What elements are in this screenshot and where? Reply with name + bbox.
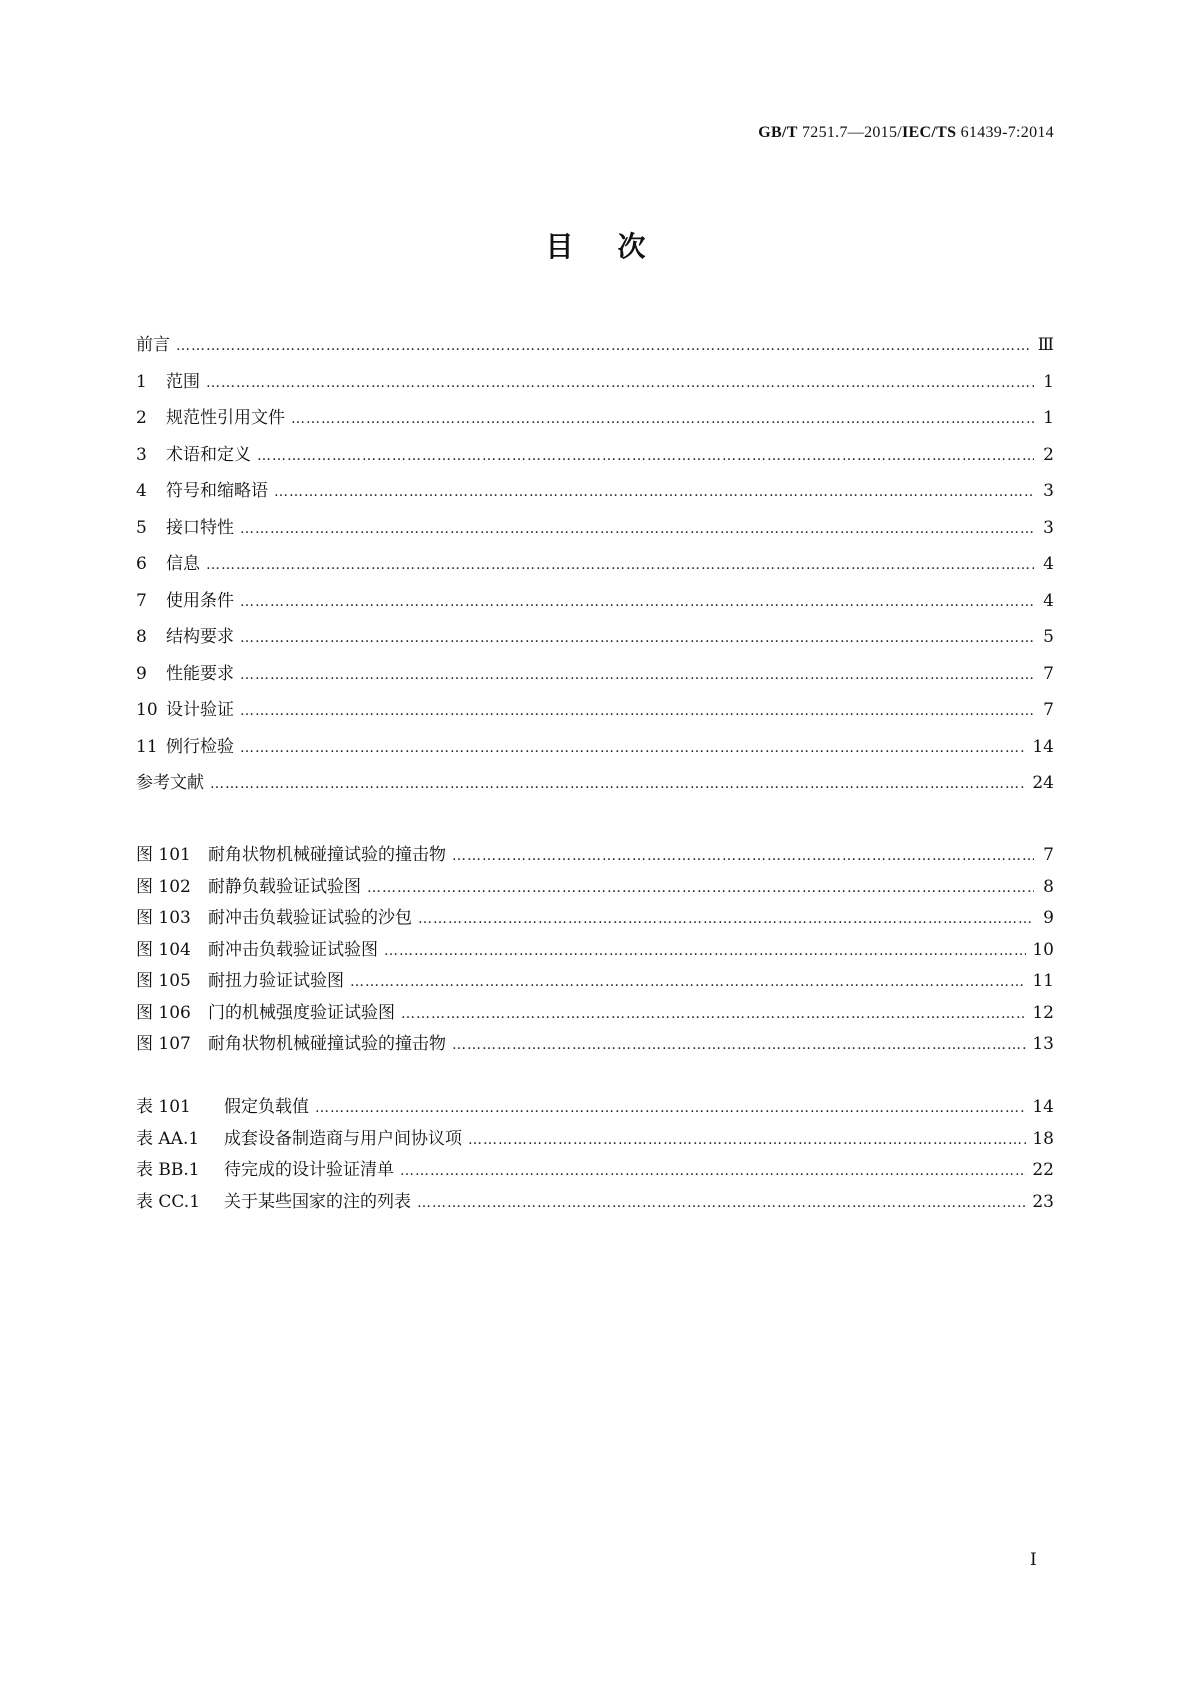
toc-entry-page: 14 xyxy=(1032,736,1054,757)
toc-entry[interactable] xyxy=(136,586,1054,623)
toc-entry-label: 耐冲击负载验证试验的沙包 xyxy=(208,908,412,928)
toc-entry-number: 4 xyxy=(136,481,147,501)
leader-dots xyxy=(418,911,1034,927)
toc-entry[interactable] xyxy=(136,768,1054,805)
toc-entry-title xyxy=(136,1092,309,1117)
toc-entry[interactable] xyxy=(136,440,1054,477)
toc-entry[interactable] xyxy=(136,966,1054,998)
toc-entry-label: 成套设备制造商与用户间协议项 xyxy=(224,1128,462,1149)
toc-entry-title xyxy=(136,586,234,611)
toc-entry-title xyxy=(136,513,234,538)
leader-dots xyxy=(401,1006,1026,1022)
leader-dots xyxy=(315,1100,1026,1116)
leader-dots xyxy=(240,740,1026,756)
toc-entry-page: 7 xyxy=(1043,663,1054,684)
toc-entry[interactable] xyxy=(136,513,1054,550)
toc-entry-label: 参考文献 xyxy=(136,773,204,793)
leader-dots xyxy=(240,594,1034,610)
toc-entry-number: 表 AA.1 xyxy=(136,1128,200,1149)
toc-entry-title xyxy=(136,1155,394,1180)
leader-dots xyxy=(210,776,1026,792)
toc-entry-number: 图 101 xyxy=(136,845,191,865)
toc-entry-title xyxy=(136,695,234,720)
toc-entry-page: 2 xyxy=(1043,444,1054,465)
toc-entry-page: 11 xyxy=(1032,971,1054,991)
toc-entry-page: Ⅲ xyxy=(1037,335,1054,355)
toc-entry-number: 图 102 xyxy=(136,876,191,897)
leader-dots xyxy=(417,1195,1026,1211)
leader-dots xyxy=(257,448,1034,464)
leader-dots xyxy=(240,521,1034,537)
toc-entry-label: 性能要求 xyxy=(166,663,234,684)
toc-entry-title xyxy=(136,622,234,647)
toc-entry-title xyxy=(136,549,200,574)
toc-entry[interactable] xyxy=(136,935,1054,967)
toc-entry-label: 信息 xyxy=(166,554,200,574)
leader-dots xyxy=(240,630,1034,646)
toc-entry-title xyxy=(136,998,395,1023)
toc-entry-number: 表 BB.1 xyxy=(136,1160,200,1180)
toc-entry[interactable] xyxy=(136,622,1054,659)
toc-entry-title xyxy=(136,872,361,897)
toc-entry-page: 8 xyxy=(1043,876,1054,897)
toc-entry[interactable] xyxy=(136,998,1054,1030)
toc-entry-title xyxy=(136,1187,411,1212)
toc-entry-title xyxy=(136,1124,462,1149)
toc-entry-label: 符号和缩略语 xyxy=(166,481,268,501)
leader-dots xyxy=(176,338,1032,354)
toc-entry-page: 9 xyxy=(1043,908,1054,928)
toc-entry-page: 1 xyxy=(1043,408,1054,428)
leader-dots xyxy=(452,1037,1026,1053)
leader-dots xyxy=(206,557,1034,573)
toc-entry-number: 8 xyxy=(136,627,147,647)
toc-entry-number: 图 105 xyxy=(136,971,191,991)
toc-entry-number: 5 xyxy=(136,517,147,538)
toc-entry-number: 11 xyxy=(136,736,158,757)
toc-entry-label: 待完成的设计验证清单 xyxy=(224,1160,394,1180)
toc-entry-number: 表 101 xyxy=(136,1097,191,1117)
toc-entry-label: 术语和定义 xyxy=(166,444,251,465)
toc-entry-page: 1 xyxy=(1043,371,1054,392)
toc-entry-title xyxy=(136,659,234,684)
toc-entry-label: 假定负载值 xyxy=(224,1097,309,1117)
code-number: 7251.7—2015/ xyxy=(797,124,903,141)
toc-entry-number: 2 xyxy=(136,408,147,428)
toc-entry-title xyxy=(136,1029,446,1054)
toc-entry-page: 18 xyxy=(1032,1128,1054,1149)
document-code xyxy=(758,124,1054,142)
toc-entry-label: 关于某些国家的注的列表 xyxy=(224,1191,411,1212)
toc-entry-number: 6 xyxy=(136,554,147,574)
page-title: 目次 xyxy=(545,230,690,263)
leader-dots xyxy=(468,1132,1026,1148)
toc-entry-label: 耐角状物机械碰撞试验的撞击物 xyxy=(208,1034,446,1054)
toc-entry-label: 耐冲击负载验证试验图 xyxy=(208,939,378,960)
toc-entry-title xyxy=(136,732,234,757)
toc-entry[interactable] xyxy=(136,903,1054,935)
toc-entry-page: 3 xyxy=(1043,481,1054,501)
toc-entry[interactable] xyxy=(136,549,1054,586)
toc-entry[interactable] xyxy=(136,840,1054,872)
toc-entry-page: 24 xyxy=(1032,773,1054,793)
toc-entry-number: 1 xyxy=(136,371,147,392)
toc-entry-page: 4 xyxy=(1043,590,1054,611)
toc-entry[interactable] xyxy=(136,1124,1054,1156)
toc-entry-label: 例行检验 xyxy=(166,736,234,757)
toc-entry-label: 前言 xyxy=(136,335,170,355)
toc-entry-label: 范围 xyxy=(166,371,200,392)
leader-dots xyxy=(291,411,1034,427)
leader-dots xyxy=(240,667,1034,683)
toc-entry-number: 7 xyxy=(136,590,147,611)
leader-dots xyxy=(452,848,1034,864)
toc-entry-page: 7 xyxy=(1043,845,1054,865)
toc-entry[interactable] xyxy=(136,330,1054,367)
toc-entry[interactable] xyxy=(136,872,1054,904)
figure-toc xyxy=(136,840,1054,1061)
toc-entry[interactable] xyxy=(136,695,1054,732)
toc-entry-page: 13 xyxy=(1032,1034,1054,1054)
toc-entry-title xyxy=(136,935,378,960)
toc-entry-title xyxy=(136,768,204,793)
toc-entry-title xyxy=(136,330,170,355)
toc-entry[interactable] xyxy=(136,476,1054,513)
toc-entry[interactable] xyxy=(136,659,1054,696)
toc-entry-page: 14 xyxy=(1032,1097,1054,1117)
leader-dots xyxy=(240,703,1034,719)
leader-dots xyxy=(400,1163,1026,1179)
toc-entry-number: 3 xyxy=(136,444,147,465)
toc-entry-page: 5 xyxy=(1043,627,1054,647)
toc-entry[interactable] xyxy=(136,1029,1054,1061)
toc-entry-title xyxy=(136,440,251,465)
toc-entry-number: 9 xyxy=(136,663,147,684)
table-toc xyxy=(136,1092,1054,1218)
toc-entry-number: 图 104 xyxy=(136,939,191,960)
code-iec-number: 61439-7:2014 xyxy=(956,124,1054,141)
toc-entry-page: 22 xyxy=(1032,1160,1054,1180)
main-toc xyxy=(136,330,1054,805)
toc-entry-label: 使用条件 xyxy=(166,590,234,611)
toc-entry[interactable] xyxy=(136,403,1054,440)
toc-entry-label: 门的机械强度验证试验图 xyxy=(208,1002,395,1023)
leader-dots xyxy=(274,484,1034,500)
toc-entry-title xyxy=(136,403,285,428)
toc-entry-number: 图 106 xyxy=(136,1002,191,1023)
leader-dots xyxy=(206,375,1034,391)
toc-entry[interactable] xyxy=(136,367,1054,404)
toc-entry-label: 耐角状物机械碰撞试验的撞击物 xyxy=(208,845,446,865)
toc-entry-page: 23 xyxy=(1032,1191,1054,1212)
code-prefix: GB/T xyxy=(758,124,798,141)
toc-entry-label: 耐静负载验证试验图 xyxy=(208,876,361,897)
toc-entry-title xyxy=(136,476,268,501)
toc-entry-number: 10 xyxy=(136,700,158,720)
page-number: I xyxy=(1030,1550,1037,1570)
toc-entry[interactable] xyxy=(136,1187,1054,1219)
toc-entry-number: 表 CC.1 xyxy=(136,1191,201,1212)
toc-entry-page: 10 xyxy=(1032,939,1054,960)
leader-dots xyxy=(350,974,1026,990)
toc-entry[interactable] xyxy=(136,732,1054,769)
toc-entry-title xyxy=(136,903,412,928)
toc-entry-label: 规范性引用文件 xyxy=(166,408,285,428)
toc-entry-label: 接口特性 xyxy=(166,517,234,538)
toc-entry-title xyxy=(136,367,200,392)
toc-entry-label: 结构要求 xyxy=(166,627,234,647)
toc-entry[interactable] xyxy=(136,1092,1054,1124)
toc-entry[interactable] xyxy=(136,1155,1054,1187)
leader-dots xyxy=(384,943,1026,959)
toc-entry-page: 4 xyxy=(1043,554,1054,574)
toc-entry-page: 3 xyxy=(1043,517,1054,538)
toc-entry-page: 12 xyxy=(1032,1002,1054,1023)
toc-entry-label: 耐扭力验证试验图 xyxy=(208,971,344,991)
toc-entry-page: 7 xyxy=(1043,700,1054,720)
toc-entry-number: 图 103 xyxy=(136,908,191,928)
toc-entry-title xyxy=(136,840,446,865)
leader-dots xyxy=(367,880,1034,896)
toc-entry-title xyxy=(136,966,344,991)
toc-entry-label: 设计验证 xyxy=(166,700,234,720)
code-iec: IEC/TS xyxy=(902,124,957,141)
toc-entry-number: 图 107 xyxy=(136,1034,191,1054)
